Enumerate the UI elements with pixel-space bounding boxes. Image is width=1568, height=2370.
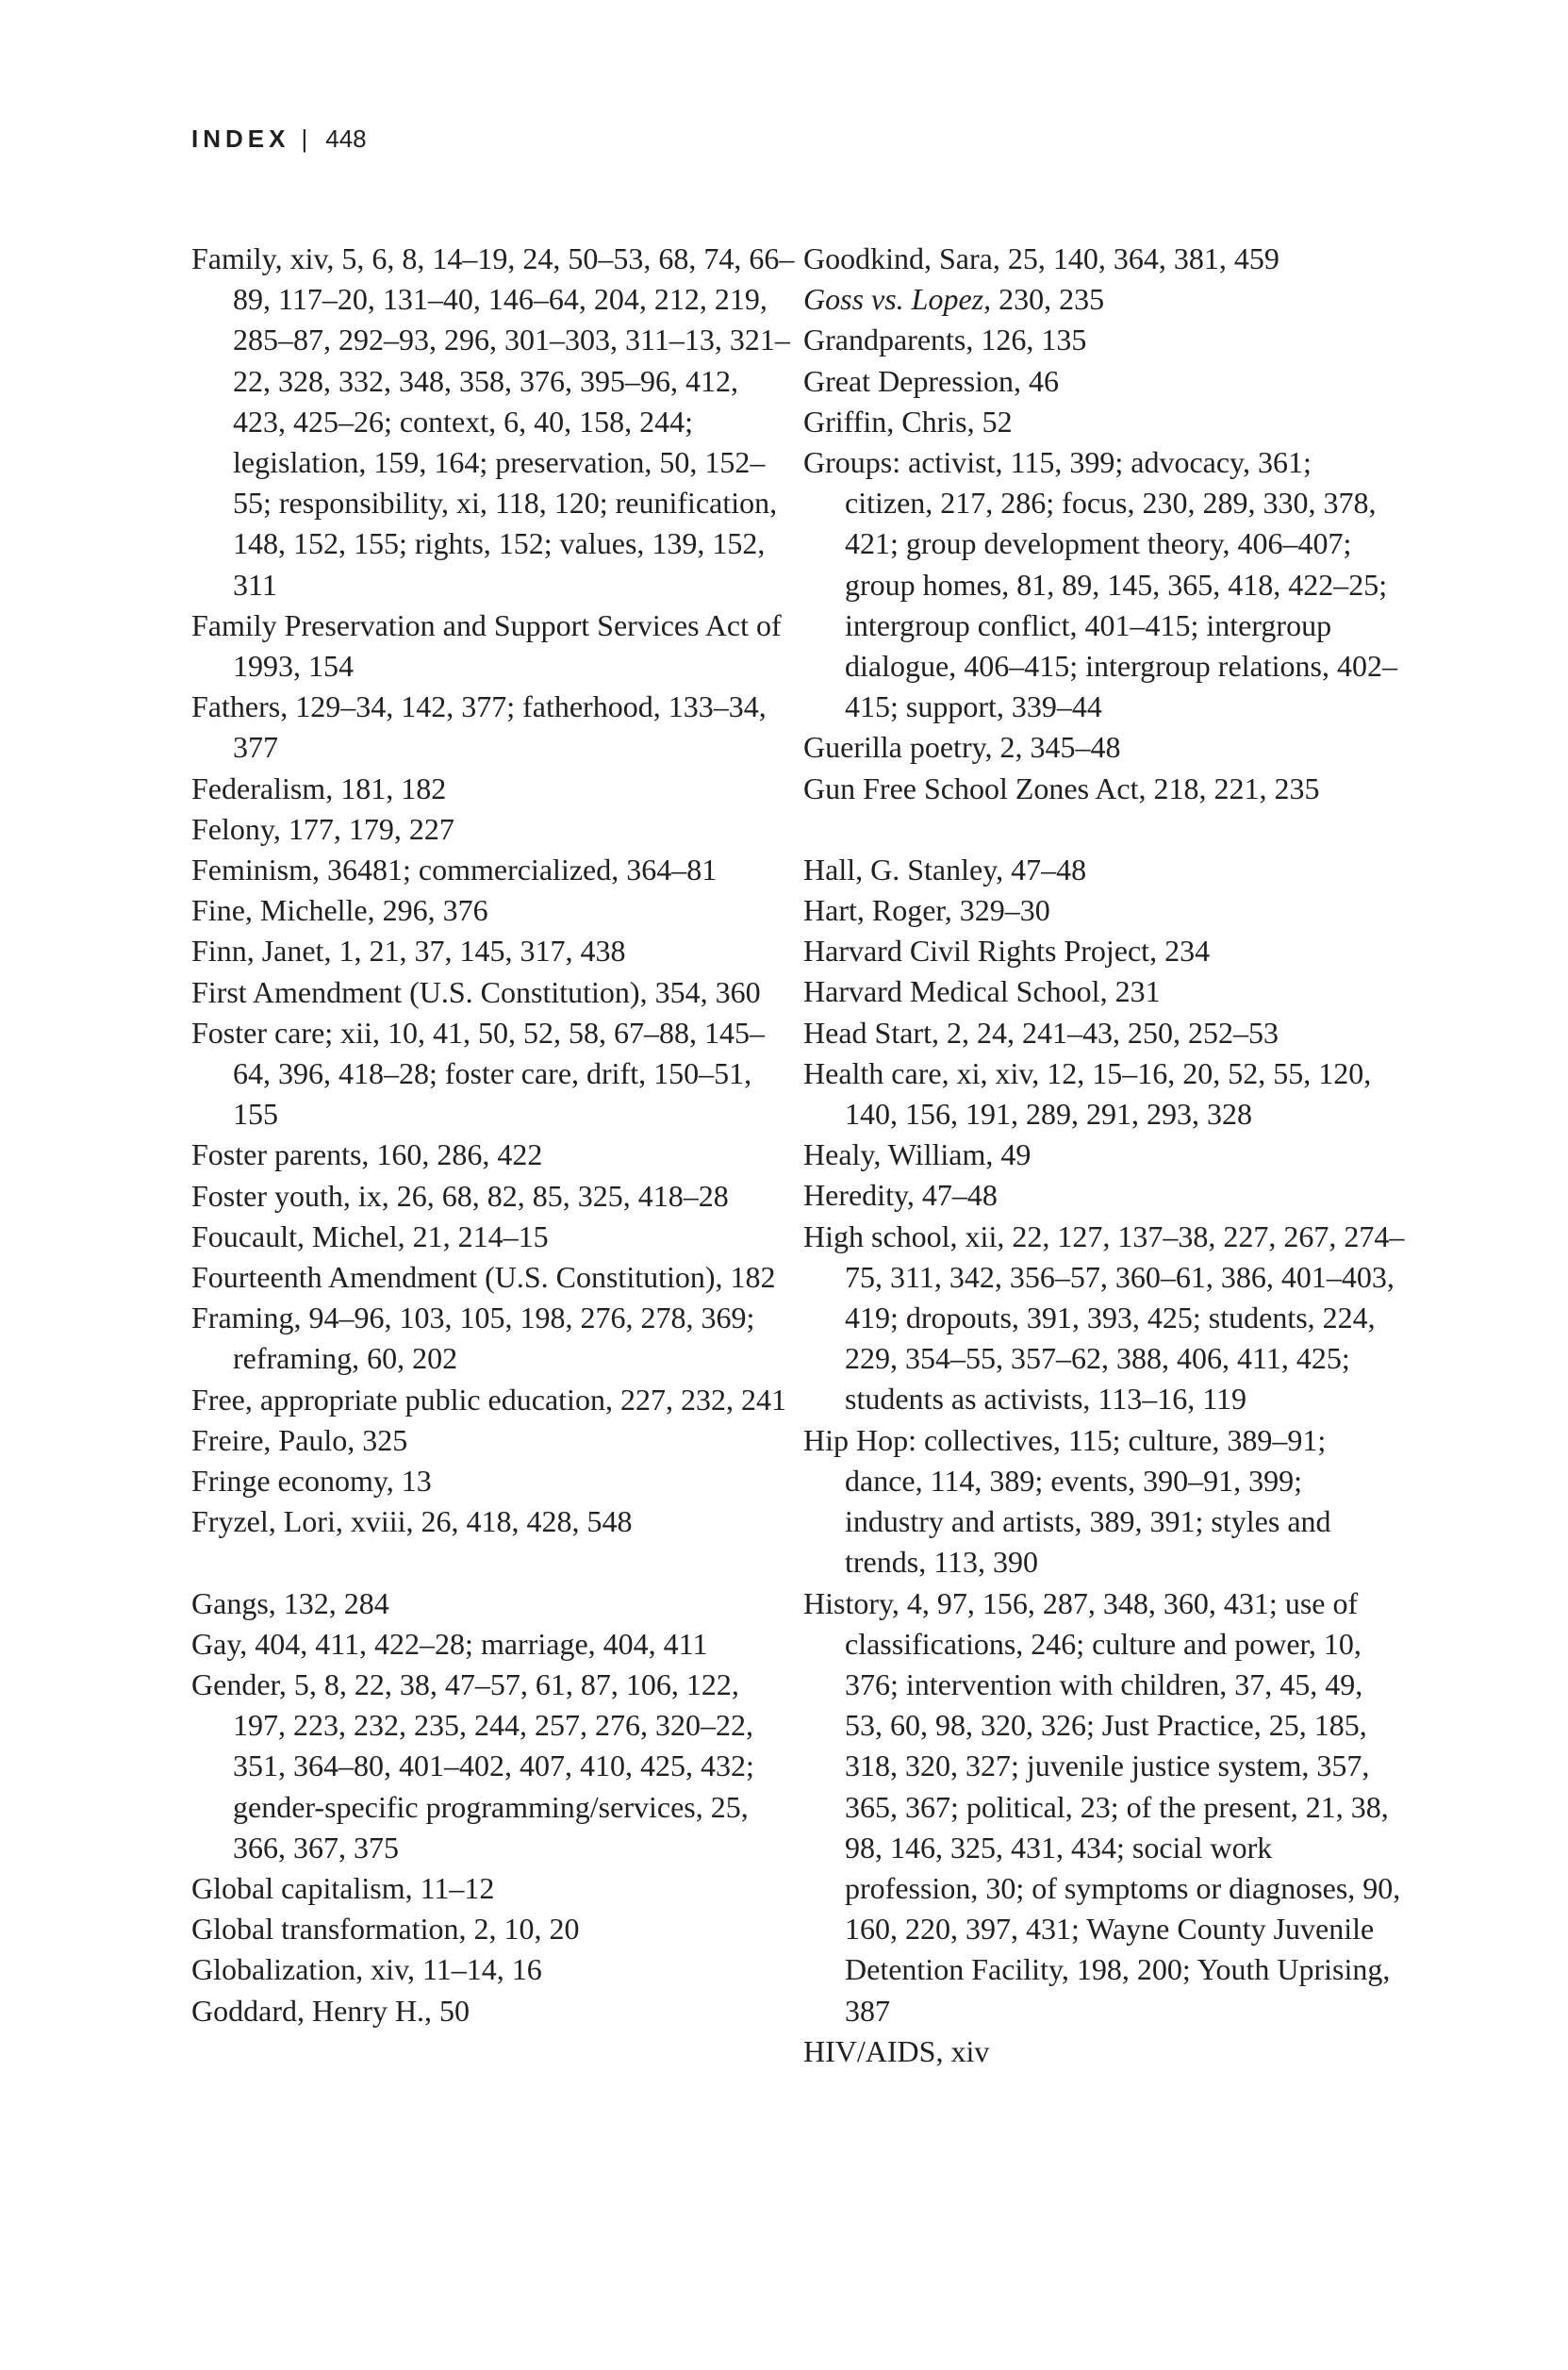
- index-entry: Hip Hop: collectives, 115; culture, 389–91; dance, 114, 389; events, 390–91, 399; industry and artists, 389, 391; styles and trends, 113, 390: [803, 1422, 1331, 1580]
- index-entry: Freire, Paulo, 325: [191, 1422, 408, 1457]
- index-entry: Fathers, 129–34, 142, 377; fatherhood, 133–34, 377: [191, 689, 767, 765]
- index-entry: Healy, William, 49: [803, 1137, 1032, 1172]
- index-entry-pages: 230, 235: [991, 282, 1105, 317]
- index-entry: Harvard Medical School, 231: [803, 974, 1161, 1009]
- index-entry: Goddard, Henry H., 50: [191, 1993, 470, 2028]
- page-number: 448: [325, 124, 367, 153]
- index-entry: History, 4, 97, 156, 287, 348, 360, 431; use of classifications, 246; culture and power, 10, 376; intervention with children, 37, 45, 49, 53, 60, 98, 320, 326; Just Practice, 25, 185, 318, 320, 327; juvenile justice system, 357, 365, 367; political, 23; of the present, 21, 38, 98, 146, 325, 431, 434; social work profession, 30; of symptoms or diagnoses, 90, 160, 220, 397, 431; Wayne County Juvenile Detention Facility, 198, 200; Youth Uprising, 387: [803, 1585, 1401, 2028]
- index-entry: Family, xiv, 5, 6, 8, 14–19, 24, 50–53, 68, 74, 66–89, 117–20, 131–40, 146–64, 204, 212, 219, 285–87, 292–93, 296, 301–303, 311–13, 321–22, 328, 332, 348, 358, 376, 395–96, 412, 423, 425–26; context, 6, 40, 158, 244; legislation, 159, 164; preservation, 50, 152–55; responsibility, xi, 118, 120; reunification, 148, 152, 155; rights, 152; values, 139, 152, 311: [191, 241, 795, 602]
- index-entry: [803, 279, 1407, 320]
- index-entry: Harvard Civil Rights Project, 234: [803, 934, 1211, 969]
- index-entry: Feminism, 36481; commercialized, 364–81: [191, 853, 718, 887]
- index-entry: HIV/AIDS, xiv: [803, 2033, 990, 2068]
- index-column-left: [191, 239, 795, 2031]
- index-entry: Gangs, 132, 284: [191, 1585, 389, 1620]
- letter-group-spacer: [803, 809, 1407, 850]
- index-entry: Global transformation, 2, 10, 20: [191, 1912, 580, 1947]
- index-entry: Hall, G. Stanley, 47–48: [803, 852, 1087, 887]
- index-entry: Foster parents, 160, 286, 422: [191, 1137, 543, 1172]
- index-entry: Grandparents, 126, 135: [803, 323, 1087, 357]
- index-entry: Groups: activist, 115, 399; advocacy, 361; citizen, 217, 286; focus, 230, 289, 330, 378, 421; group development theory, 406–407; group homes, 81, 89, 145, 365, 418, 422–25; intergroup conflict, 401–415; intergroup dialogue, 406–415; intergroup relations, 402–415; support, 339–44: [803, 445, 1397, 724]
- index-entry: Free, appropriate public education, 227, 232, 241: [191, 1382, 786, 1417]
- running-head: [191, 124, 367, 154]
- letter-group-spacer: [191, 1543, 795, 1583]
- index-entry: Guerilla poetry, 2, 345–48: [803, 730, 1121, 765]
- index-entry: Globalization, xiv, 11–14, 16: [191, 1952, 542, 1987]
- index-entry: Great Depression, 46: [803, 363, 1060, 398]
- index-entry: High school, xii, 22, 127, 137–38, 227, 267, 274–75, 311, 342, 356–57, 360–61, 386, 401–403, 419; dropouts, 391, 393, 425; students, 224, 229, 354–55, 357–62, 388, 406, 411, 425; students as activists, 113–16, 119: [803, 1218, 1405, 1417]
- index-entry: Fourteenth Amendment (U.S. Constitution), 182: [191, 1260, 776, 1295]
- index-entry: Federalism, 181, 182: [191, 771, 447, 805]
- index-entry-italic-title: Goss vs. Lopez,: [803, 282, 992, 317]
- index-entry: Health care, xi, xiv, 12, 15–16, 20, 52, 55, 120, 140, 156, 191, 289, 291, 293, 328: [803, 1055, 1372, 1132]
- index-entry: Hart, Roger, 329–30: [803, 893, 1050, 928]
- index-column-right: [803, 239, 1407, 2072]
- index-entry: Fine, Michelle, 296, 376: [191, 893, 488, 928]
- index-entry: Framing, 94–96, 103, 105, 198, 276, 278, 369; reframing, 60, 202: [191, 1301, 755, 1376]
- index-entry: First Amendment (U.S. Constitution), 354, 360: [191, 974, 761, 1009]
- index-entry: Fringe economy, 13: [191, 1464, 432, 1499]
- index-entry: Felony, 177, 179, 227: [191, 811, 454, 846]
- index-entry: Global capitalism, 11–12: [191, 1870, 495, 1905]
- index-entry: Foucault, Michel, 21, 214–15: [191, 1218, 549, 1253]
- index-entry: Foster care; xii, 10, 41, 50, 52, 58, 67–88, 145–64, 396, 418–28; foster care, drift, 150–51, 155: [191, 1015, 765, 1132]
- index-entry: Head Start, 2, 24, 241–43, 250, 252–53: [803, 1015, 1279, 1050]
- index-entry: Family Preservation and Support Services Act of 1993, 154: [191, 607, 782, 684]
- index-entry: Heredity, 47–48: [803, 1178, 998, 1213]
- index-entry: Gay, 404, 411, 422–28; marriage, 404, 411: [191, 1626, 708, 1661]
- index-entry: Fryzel, Lori, xviii, 26, 418, 428, 548: [191, 1504, 633, 1539]
- index-entry: Gender, 5, 8, 22, 38, 47–57, 61, 87, 106, 122, 197, 223, 232, 235, 244, 257, 276, 320–22, 351, 364–80, 401–402, 407, 410, 425, 432; gender-specific programming/services, 25, 366, 367, 375: [191, 1666, 754, 1865]
- running-head-separator: |: [301, 124, 309, 153]
- index-entry: Gun Free School Zones Act, 218, 221, 235: [803, 771, 1320, 805]
- index-entry: Griffin, Chris, 52: [803, 404, 1013, 439]
- index-entry: Finn, Janet, 1, 21, 37, 145, 317, 438: [191, 934, 626, 969]
- running-head-label: INDEX: [191, 124, 290, 153]
- index-entry: Goodkind, Sara, 25, 140, 364, 381, 459: [803, 241, 1279, 275]
- index-entry: Foster youth, ix, 26, 68, 82, 85, 325, 418–28: [191, 1178, 729, 1213]
